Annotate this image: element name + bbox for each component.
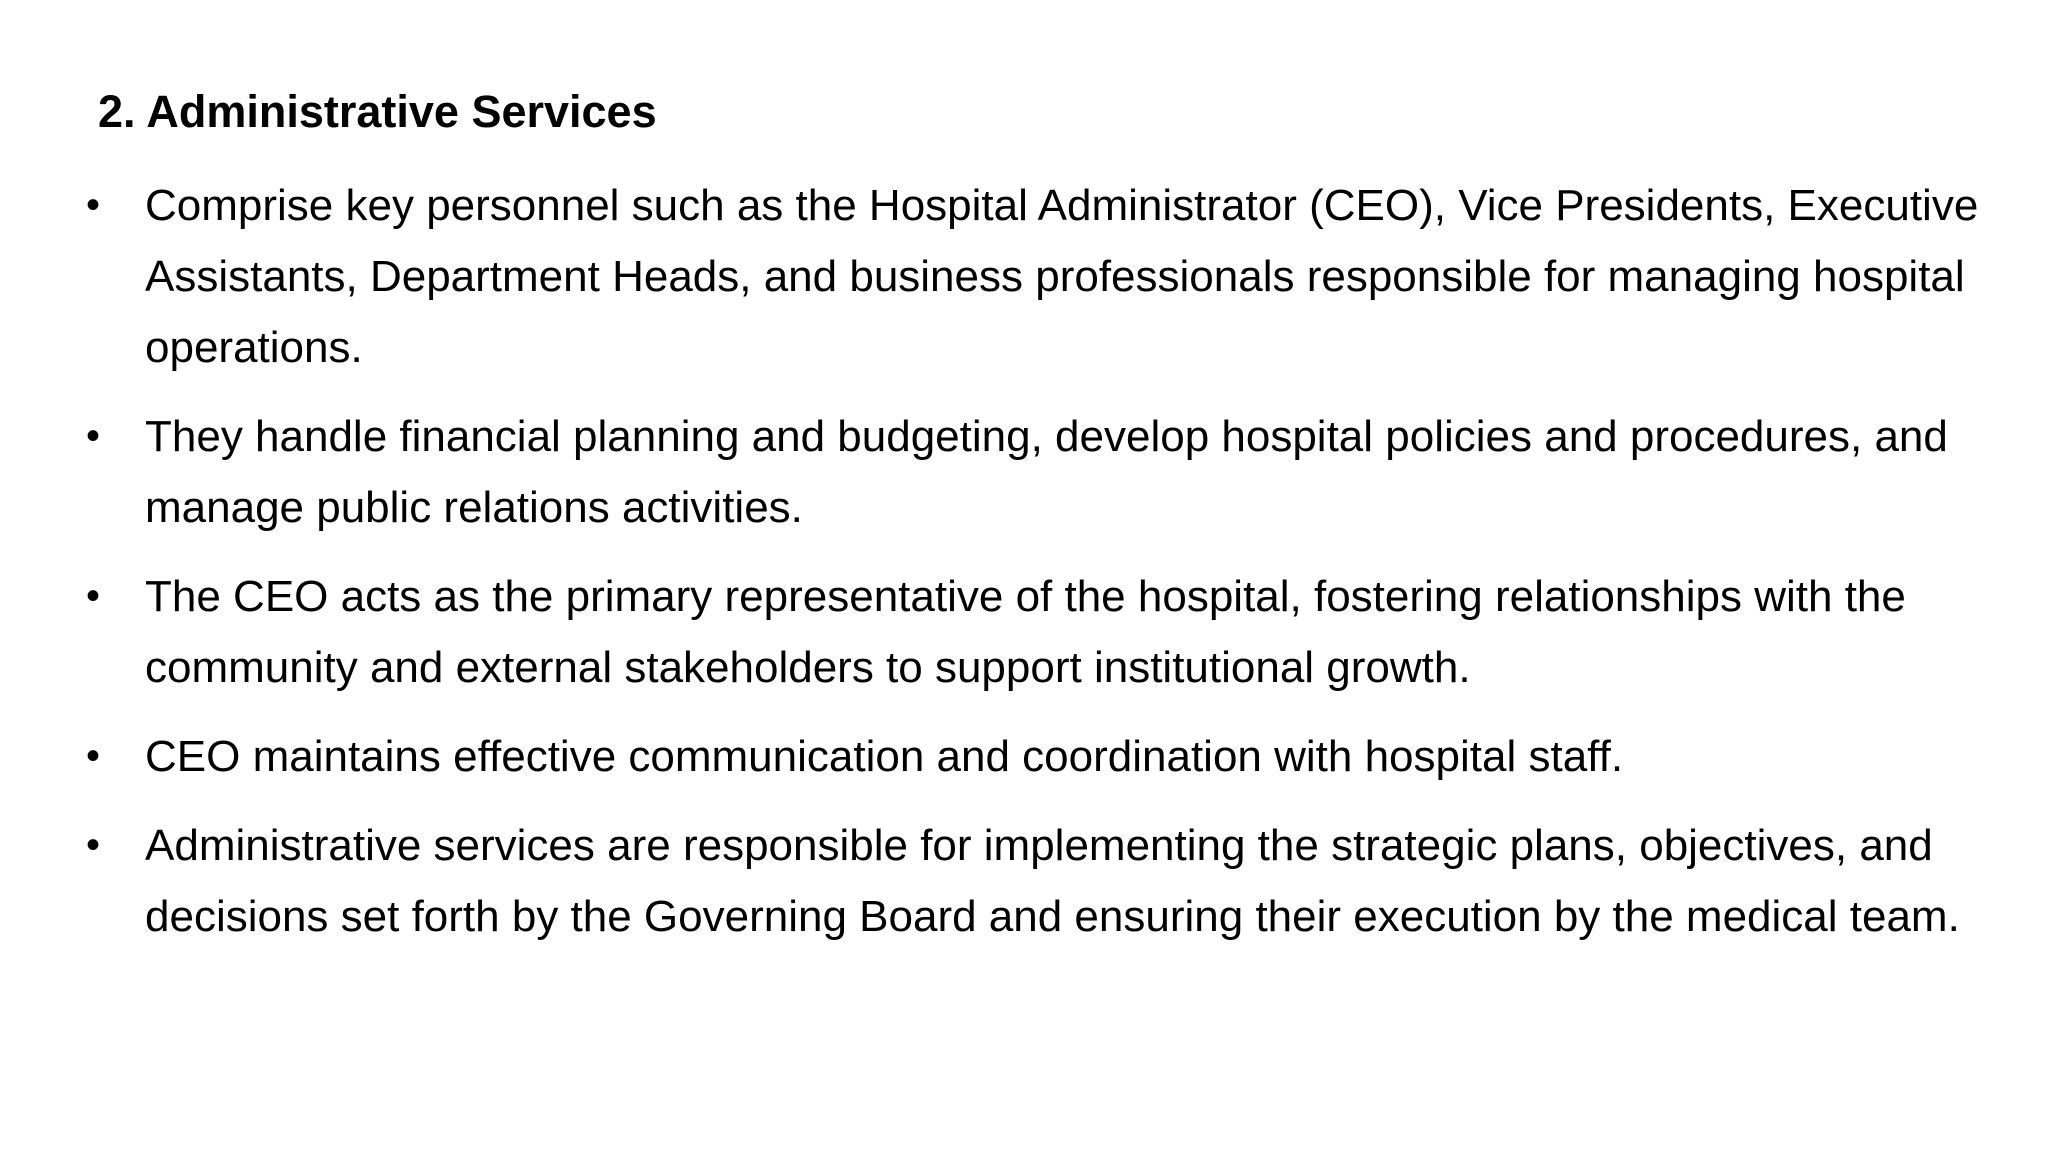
bullet-text: They handle financial planning and budgeting, develop hospital policies and procedures, and manage public relations activities.	[145, 412, 1948, 532]
bullet-item	[0, 401, 1995, 543]
bullet-list	[0, 170, 2048, 970]
bullet-icon: •	[86, 734, 101, 778]
bullet-text: Comprise key personnel such as the Hospital Administrator (CEO), Vice Presidents, Executive Assistants, Department Heads, and business professionals responsible for managing hospital operations.	[145, 181, 1979, 372]
bullet-icon: •	[86, 574, 101, 618]
bullet-text: The CEO acts as the primary representative of the hospital, fostering relationships with the community and external stakeholders to support institutional growth.	[145, 572, 1906, 692]
bullet-icon: •	[86, 183, 101, 227]
bullet-item	[0, 810, 1995, 952]
bullet-text: CEO maintains effective communication and coordination with hospital staff.	[145, 732, 1624, 781]
bullet-item	[0, 721, 1995, 792]
section-heading: 2. Administrative Services	[98, 86, 657, 137]
bullet-icon: •	[86, 414, 101, 458]
bullet-item	[0, 170, 1995, 383]
bullet-icon: •	[86, 823, 101, 867]
bullet-text: Administrative services are responsible for implementing the strategic plans, objectives, and decisions set forth by the Governing Board and ensuring their execution by the medical team.	[145, 821, 1960, 941]
bullet-item	[0, 561, 1995, 703]
